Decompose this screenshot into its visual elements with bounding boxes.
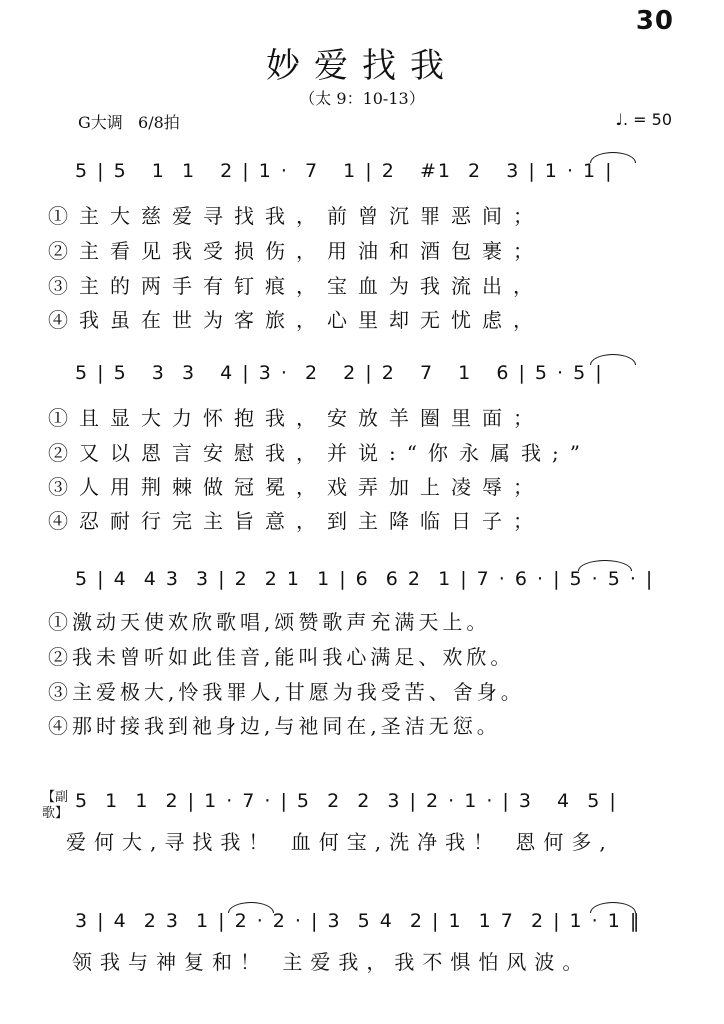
lyric-line: 爱何大,寻找我！ 血何宝,洗净我！ 恩何多, xyxy=(66,830,614,854)
notation-line-2: 5 | 5 3 3 4 | 3 · 2 2 | 2 7 1 6 | 5 · 5 | xyxy=(75,362,604,384)
notation-line-3: 5 | 4 4 3 3 | 2 2 1 1 | 6 6 2 1 | 7 · 6 · | 5 · 5 · | xyxy=(75,568,655,590)
tie-mark xyxy=(590,152,636,163)
lyric-line: ④忍耐行完主旨意，到主降临日子； xyxy=(48,509,544,533)
lyric-line: ②主看见我受损伤，用油和酒包裹； xyxy=(48,239,544,263)
refrain-label: 【副歌】 xyxy=(42,790,69,821)
lyric-line: ④我虽在世为客旅，心里却无忧虑， xyxy=(48,308,544,332)
notation-line-5: 3 | 4 2 3 1 | 2 · 2 · | 3 5 4 2 | 1 1 7 2 | 1 · 1 ‖ xyxy=(75,910,642,932)
tie-mark xyxy=(590,354,636,365)
lyric-line: ②又以恩言安慰我，并说:“你永属我;” xyxy=(48,441,591,465)
lyric-line: ①主大慈爱寻找我，前曾沉罪恶间； xyxy=(48,204,544,228)
tie-mark xyxy=(228,902,274,913)
tie-mark xyxy=(590,902,636,913)
lyric-line: ④那时接我到祂身边,与祂同在,圣洁无愆。 xyxy=(48,714,501,738)
notation-line-1: 5 | 5 1 1 2 | 1 · 7 1 | 2 #1 2 3 | 1 · 1 | xyxy=(75,160,614,182)
notation-line-4: 5 1 1 2 | 1 · 7 · | 5 2 2 3 | 2 · 1 · | 3 4 5 | xyxy=(75,790,618,812)
lyric-line: 领我与神复和！ 主爱我，我不惧怕风波。 xyxy=(72,950,591,974)
lyric-line: ①且显大力怀抱我，安放羊圈里面； xyxy=(48,406,544,430)
lyric-line: ②我未曾听如此佳音,能叫我心满足、欢欣。 xyxy=(48,645,515,669)
lyric-line: ③人用荆棘做冠冕，戏弄加上凌辱； xyxy=(48,475,544,499)
scripture-reference: （太 9：10-13） xyxy=(299,89,425,108)
song-title: 妙爱找我 xyxy=(266,46,458,86)
lyric-line: ③主的两手有钉痕，宝血为我流出， xyxy=(48,274,544,298)
lyric-line: ③主爱极大,怜我罪人,甘愿为我受苦、舍身。 xyxy=(48,680,525,704)
lyric-line: ①激动天使欢欣歌唱,颂赞歌声充满天上。 xyxy=(48,610,491,634)
tempo-marking: ♩. = 50 xyxy=(615,110,672,129)
tie-mark xyxy=(578,560,632,571)
page-number: 30 xyxy=(635,6,674,36)
key-time-signature: G大调 6/8拍 xyxy=(78,113,180,132)
